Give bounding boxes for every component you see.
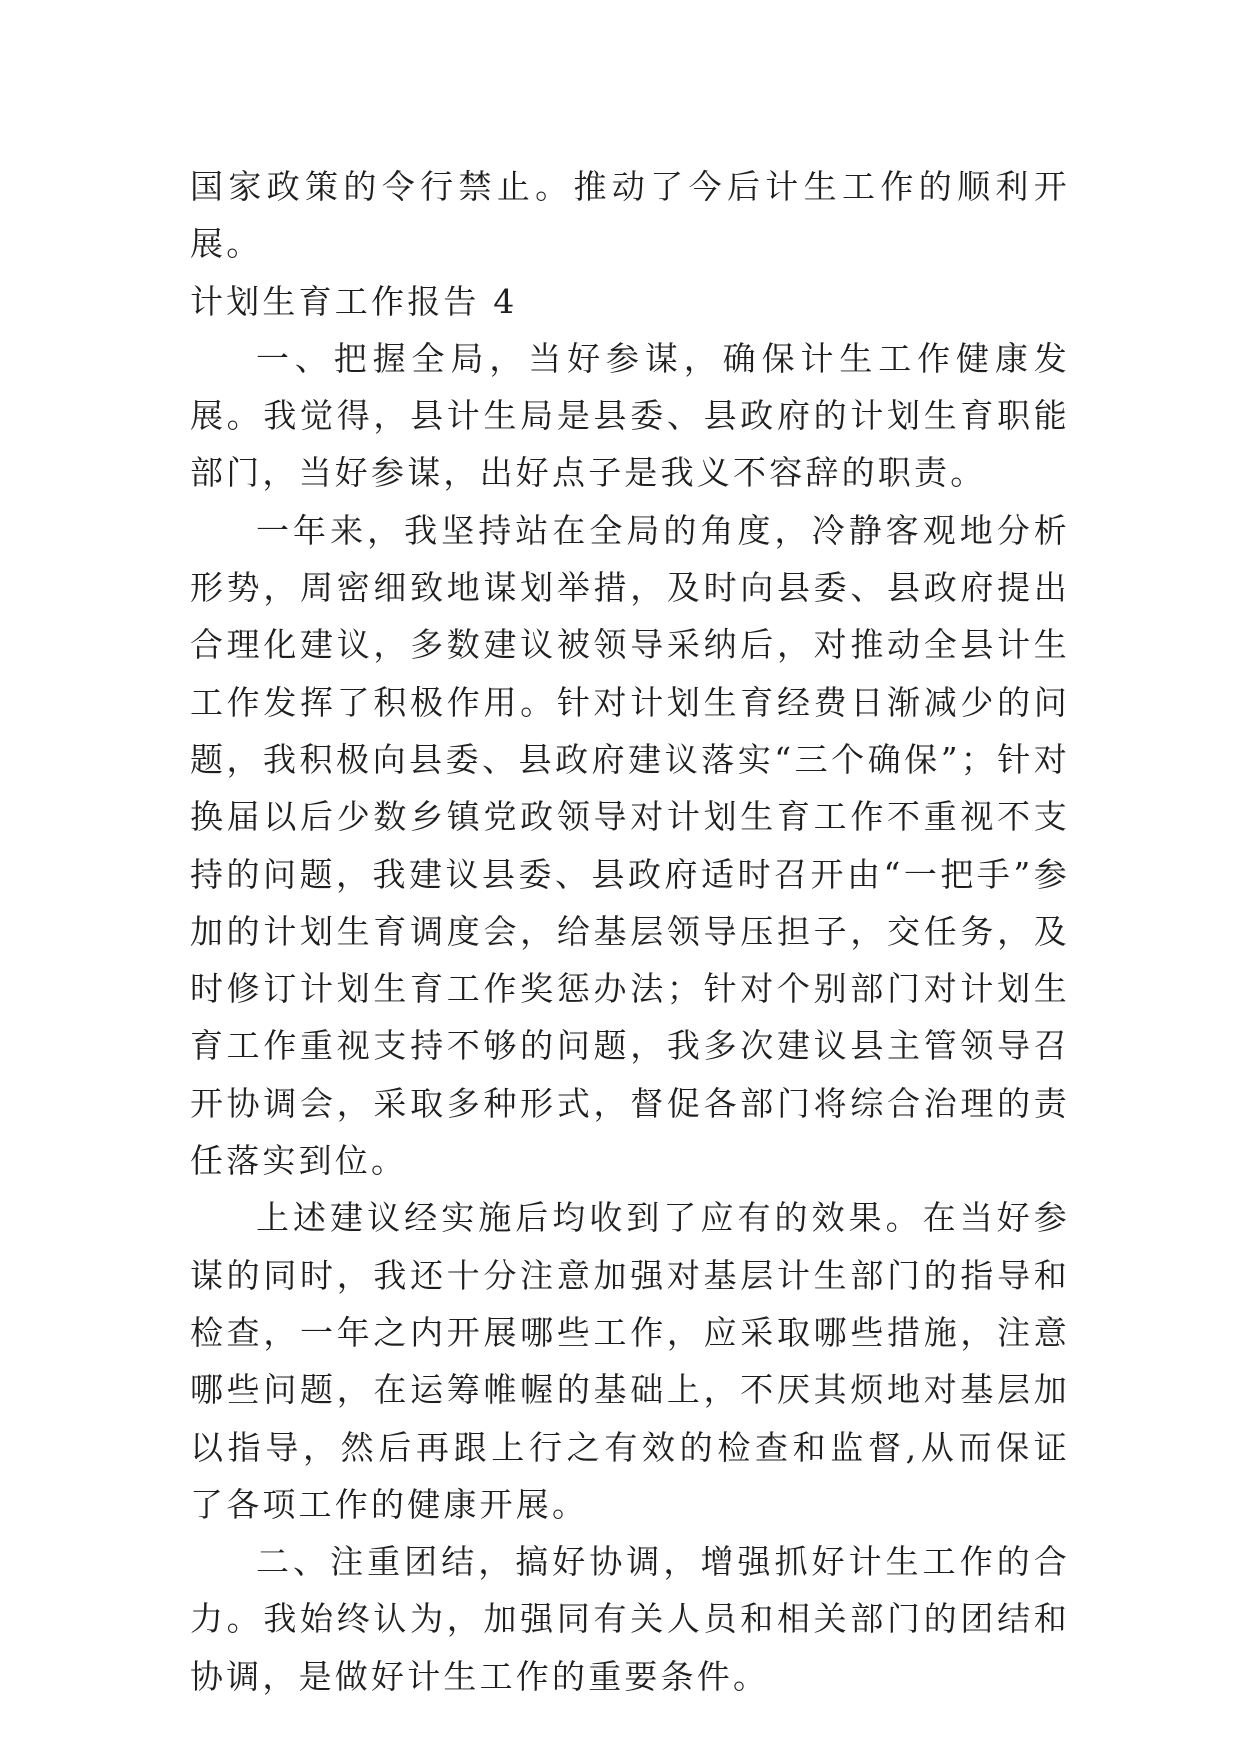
paragraph: 上述建议经实施后均收到了应有的效果。在当好参谋的同时，我还十分注意加强对基层计生部门的指导和检查，一年之内开展哪些工作，应采取哪些措施，注意哪些问题，在运筹帷幄的基础上，不厌其烦地对基层加以指导，然后再跟上行之有效的检查和监督,从而保证了各项工作的健康开展。 [190,1198,1070,1524]
section-heading: 计划生育工作报告 4 [190,281,518,321]
paragraph: 二、注重团结，搞好协调，增强抓好计生工作的合力。我始终认为，加强同有关人员和相关部门的团结和协调，是做好计生工作的重要条件。 [190,1542,1070,1696]
paragraph: 一、把握全局，当好参谋，确保计生工作健康发展。我觉得，县计生局是县委、县政府的计划生育职能部门，当好参谋，出好点子是我义不容辞的职责。 [190,338,1070,493]
document-body [190,158,1070,1705]
paragraph: 一年来，我坚持站在全局的角度，冷静客观地分析形势，周密细致地谋划举措，及时向县委、县政府提出合理化建议，多数建议被领导采纳后，对推动全县计生工作发挥了积极作用。针对计划生育经费日渐减少的问题，我积极向县委、县政府建议落实“三个确保”；针对换届以后少数乡镇党政领导对计划生育工作不重视不支持的问题，我建议县委、县政府适时召开由“一把手”参加的计划生育调度会，给基层领导压担子，交任务，及时修订计划生育工作奖惩办法；针对个别部门对计划生育工作重视支持不够的问题，我多次建议县主管领导召开协调会，采取多种形式，督促各部门将综合治理的责任落实到位。 [190,510,1070,1181]
paragraph: 国家政策的令行禁止。推动了今后计生工作的顺利开展。 [190,167,1070,264]
